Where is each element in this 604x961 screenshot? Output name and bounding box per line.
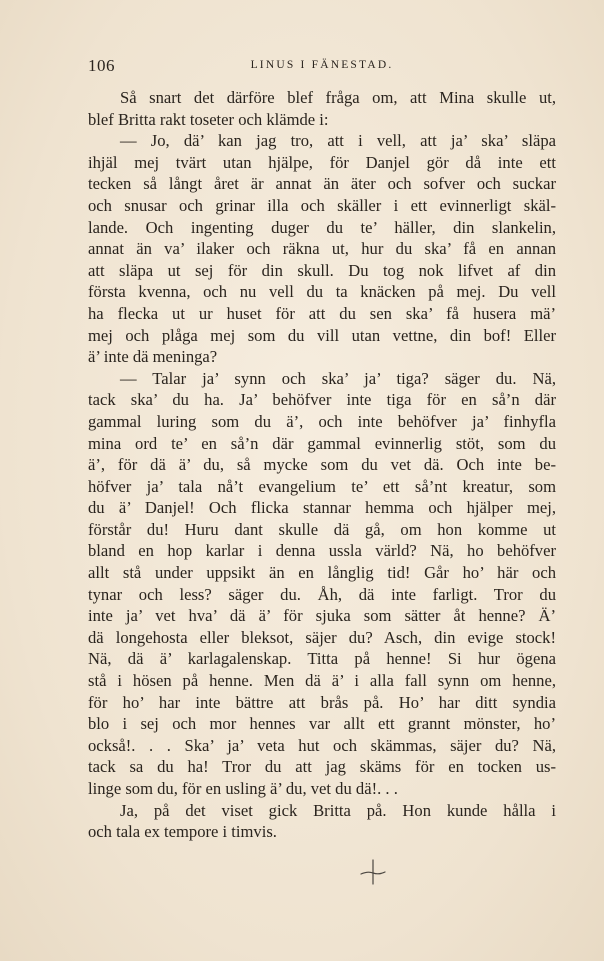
- text-line: höfver ja’ tala nå’t evangelium te’ ett så’nt kreatur, som: [88, 476, 556, 496]
- text-line: tack ska’ du ha. Ja’ behöfver inte tiga för en så’n där: [88, 390, 556, 410]
- text-line: stå i hösen på henne. Men dä ä’ i alla fall synn om henne,: [88, 671, 556, 691]
- pencil-mark-icon: [360, 858, 386, 886]
- text-line: första kvenna, och nu vell du ta knäcken på mej. Du vell: [88, 282, 556, 302]
- text-line: blef Britta rakt toseter och klämde i:: [88, 109, 329, 129]
- text-line: för ho’ har inte bättre att brås på. Ho’ har ditt syndia: [88, 692, 556, 712]
- text-line: mej och plåga mej som du vill utan vettne, din bof! Eller: [88, 325, 556, 345]
- running-title: LINUS I FÄNESTAD.: [250, 59, 394, 71]
- text-line: — Jo, dä’ kan jag tro, att i vell, att ja’ ska’ släpa: [120, 131, 556, 151]
- text-line: förstår du! Huru dant skulle dä gå, om hon komme ut: [88, 519, 556, 539]
- text-line: och snusar och grinar illa och skäller i ett evinnerligt skäl-: [88, 195, 556, 215]
- text-line: dä longehosta eller bleksot, säjer du? Asch, din evige stock!: [88, 627, 556, 647]
- text-line: och tala ex tempore i timvis.: [88, 822, 277, 842]
- text-line: ä’ inte dä meninga?: [88, 347, 218, 367]
- text-line: att släpa ut sej för din skull. Du tog nok lifvet af din: [88, 260, 556, 280]
- text-line: annat än va’ ilaker och räkna ut, hur du ska’ få en annan: [88, 239, 556, 259]
- text-line: också!. . . Ska’ ja’ veta hut och skämmas, säjer du? Nä,: [88, 735, 556, 755]
- text-line: ha flecka ut ur huset för att du sen ska’ få husera mä’: [88, 303, 556, 323]
- text-line: blo i sej och mor hennes var allt ett grannt mönster, ho’: [88, 714, 556, 734]
- text-line: gammal luring som du ä’, och inte behöfver ja’ finhyfla: [88, 411, 556, 431]
- text-line: allt stå under uppsikt än en långlig tid! Går ho’ här och: [88, 563, 556, 583]
- text-line: — Talar ja’ synn och ska’ ja’ tiga? säger du. Nä,: [120, 368, 556, 388]
- text-line: bland en hop karlar i denna ussla värld? Nä, ho behöfver: [88, 541, 556, 561]
- text-line: du ä’ Danjel! Och flicka stannar hemma och hjälper mej,: [88, 498, 556, 518]
- text-line: inte ja’ vet hva’ dä ä’ för sjuka som sätter åt henne? Ä’: [88, 606, 556, 626]
- text-line: tecken så långt året är annat än äter och sofver och suckar: [88, 174, 556, 194]
- text-line: lande. Och ingenting duger du te’ häller, din slankelin,: [88, 217, 556, 237]
- body-text: [88, 87, 556, 843]
- text-line: Så snart det därföre blef fråga om, att Mina skulle ut,: [120, 88, 556, 107]
- text-line: linge som du, för en usling ä’ du, vet du dä!. . .: [88, 779, 398, 798]
- page-number: 106: [88, 56, 115, 75]
- text-line: tynar och less? säger du. Åh, dä inte farligt. Tror du: [88, 584, 556, 604]
- text-line: mina ord te’ en så’n där gammal evinnerlig stöt, som du: [88, 433, 556, 453]
- text-line: Ja, på det viset gick Britta på. Hon kunde hålla i: [120, 800, 556, 820]
- text-line: tack sa du ha! Tror du att jag skäms för en tocken us-: [88, 757, 556, 777]
- text-line: ä’, för dä ä’ du, så mycke som du vet dä. Och inte be-: [88, 455, 556, 475]
- running-head: [88, 56, 556, 76]
- text-line: Nä, dä ä’ karlagalenskap. Titta på henne! Si hur ögena: [88, 649, 556, 669]
- text-line: ihjäl mej tvärt utan hjälpe, för Danjel gör då inte ett: [88, 152, 556, 172]
